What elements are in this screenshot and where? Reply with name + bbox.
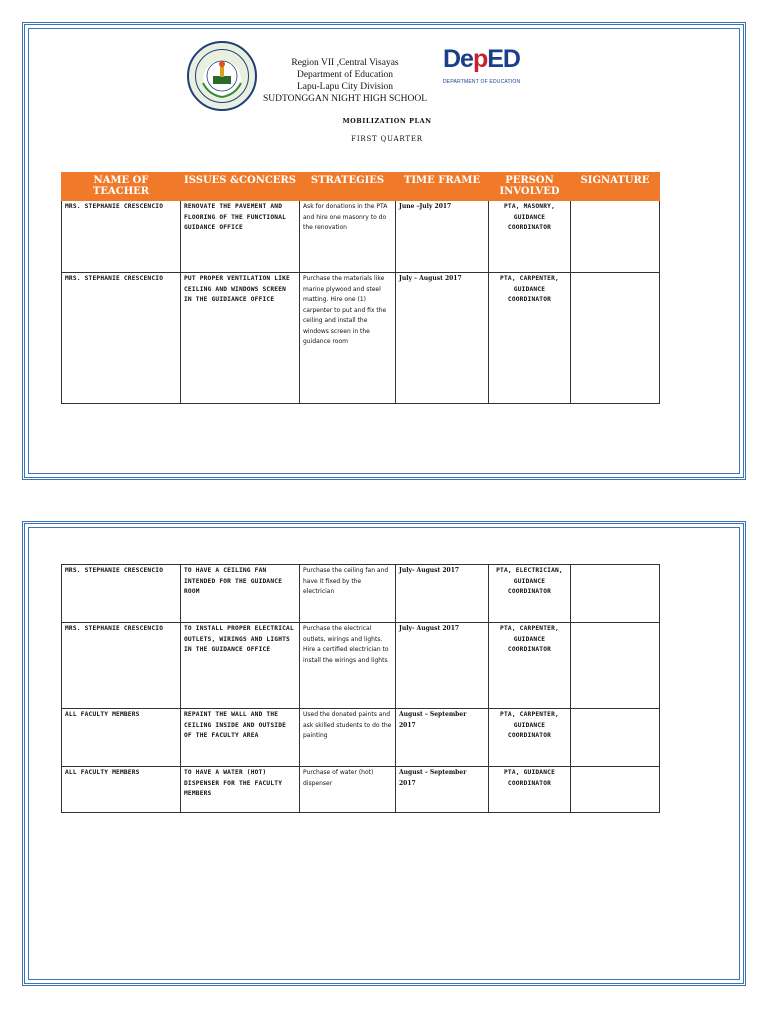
issue-cell: TO HAVE A WATER (HOT) DISPENSER FOR THE FACULTY MEMBERS bbox=[181, 767, 300, 813]
teacher-name-cell: MRS. STEPHANIE CRESCENCIO bbox=[62, 623, 181, 709]
teacher-name-cell: MRS. STEPHANIE CRESCENCIO bbox=[62, 273, 181, 404]
table-row bbox=[62, 565, 660, 623]
mobilization-plan-table-continued bbox=[61, 564, 660, 813]
school-header bbox=[245, 57, 445, 105]
strategy-cell: Purchase of water (hot) dispenser bbox=[300, 767, 396, 813]
deped-logo: DepED DEPARTMENT OF EDUCATION bbox=[443, 45, 521, 85]
strategy-cell: Ask for donations in the PTA and hire one masonry to do the renovation bbox=[300, 201, 396, 273]
table-row bbox=[62, 709, 660, 767]
issue-cell: PUT PROPER VENTILATION LIKE CEILING AND WINDOWS SCREEN IN THE GUIDIANCE OFFICE bbox=[181, 273, 300, 404]
time-frame-cell: July- August 2017 bbox=[396, 623, 489, 709]
table-row bbox=[62, 767, 660, 813]
column-header: NAME OF TEACHER bbox=[62, 173, 181, 201]
issue-cell: REPAINT THE WALL AND THE CEILING INSIDE AND OUTSIDE OF THE FACULTY AREA bbox=[181, 709, 300, 767]
signature-cell[interactable] bbox=[571, 767, 660, 813]
person-involved-cell: PTA, CARPENTER, GUIDANCE COORDINATOR bbox=[489, 709, 571, 767]
column-header: SIGNATURE bbox=[571, 173, 660, 201]
signature-cell[interactable] bbox=[571, 201, 660, 273]
time-frame-cell: June –July 2017 bbox=[396, 201, 489, 273]
column-header: STRATEGIES bbox=[300, 173, 396, 201]
teacher-name-cell: MRS. STEPHANIE CRESCENCIO bbox=[62, 201, 181, 273]
person-involved-cell: PTA, CARPENTER, GUIDANCE COORDINATOR bbox=[489, 273, 571, 404]
teacher-name-cell: MRS. STEPHANIE CRESCENCIO bbox=[62, 565, 181, 623]
strategy-cell: Purchase the ceiling fan and have it fixed by the electrician bbox=[300, 565, 396, 623]
table-row bbox=[62, 273, 660, 404]
issue-cell: TO INSTALL PROPER ELECTRICAL OUTLETS, WIRINGS AND LIGHTS IN THE GUIDANCE OFFICE bbox=[181, 623, 300, 709]
plan-title: MOBILIZATION PLAN bbox=[342, 117, 432, 125]
time-frame-cell: August – September 2017 bbox=[396, 709, 489, 767]
table-row bbox=[62, 623, 660, 709]
time-frame-cell: August – September 2017 bbox=[396, 767, 489, 813]
strategy-cell: Purchase the electrical outlets, wirings and lights. Hire a certified electrician to install the wirings and lights bbox=[300, 623, 396, 709]
column-header: ISSUES &CONCERS bbox=[181, 173, 300, 201]
division-text: Lapu-Lapu City Division bbox=[296, 82, 394, 92]
signature-cell[interactable] bbox=[571, 709, 660, 767]
person-involved-cell: PTA, CARPENTER, GUIDANCE COORDINATOR bbox=[489, 623, 571, 709]
region-text: Region VII ,Central Visayas bbox=[291, 58, 399, 68]
strategy-cell: Used the donated paints and ask skilled students to do the painting bbox=[300, 709, 396, 767]
document-page-2 bbox=[22, 521, 746, 986]
time-frame-cell: July- August 2017 bbox=[396, 565, 489, 623]
teacher-name-cell: ALL FACULTY MEMBERS bbox=[62, 767, 181, 813]
person-involved-cell: PTA, GUIDANCE COORDINATOR bbox=[489, 767, 571, 813]
person-involved-cell: PTA, ELECTRICIAN, GUIDANCE COORDINATOR bbox=[489, 565, 571, 623]
column-header: PERSON INVOLVED bbox=[489, 173, 571, 201]
deped-logo-subtitle: DEPARTMENT OF EDUCATION bbox=[443, 79, 521, 85]
issue-cell: TO HAVE A CEILING FAN INTENDED FOR THE GUIDANCE ROOM bbox=[181, 565, 300, 623]
signature-cell[interactable] bbox=[571, 565, 660, 623]
school-name: SUDTONGGAN NIGHT HIGH SCHOOL bbox=[262, 94, 428, 104]
teacher-name-cell: ALL FACULTY MEMBERS bbox=[62, 709, 181, 767]
issue-cell: RENOVATE THE PAVEMENT AND FLOORING OF THE FUNCTIONAL GUIDANCE OFFICE bbox=[181, 201, 300, 273]
strategy-cell: Purchase the materials like marine plywood and steel matting. Hire one (1) carpenter to put and fix the ceiling and install the windows screen in the guidance room bbox=[300, 273, 396, 404]
signature-cell[interactable] bbox=[571, 623, 660, 709]
person-involved-cell: PTA, MASONRY, GUIDANCE COORDINATOR bbox=[489, 201, 571, 273]
column-header: TIME FRAME bbox=[396, 173, 489, 201]
time-frame-cell: July – August 2017 bbox=[396, 273, 489, 404]
signature-cell[interactable] bbox=[571, 273, 660, 404]
department-text: Department of Education bbox=[296, 70, 394, 80]
table-header-row bbox=[62, 173, 660, 201]
table-row bbox=[62, 201, 660, 273]
mobilization-plan-table bbox=[61, 172, 660, 404]
document-page-1 bbox=[22, 22, 746, 480]
quarter-title: FIRST QUARTER bbox=[351, 135, 423, 143]
